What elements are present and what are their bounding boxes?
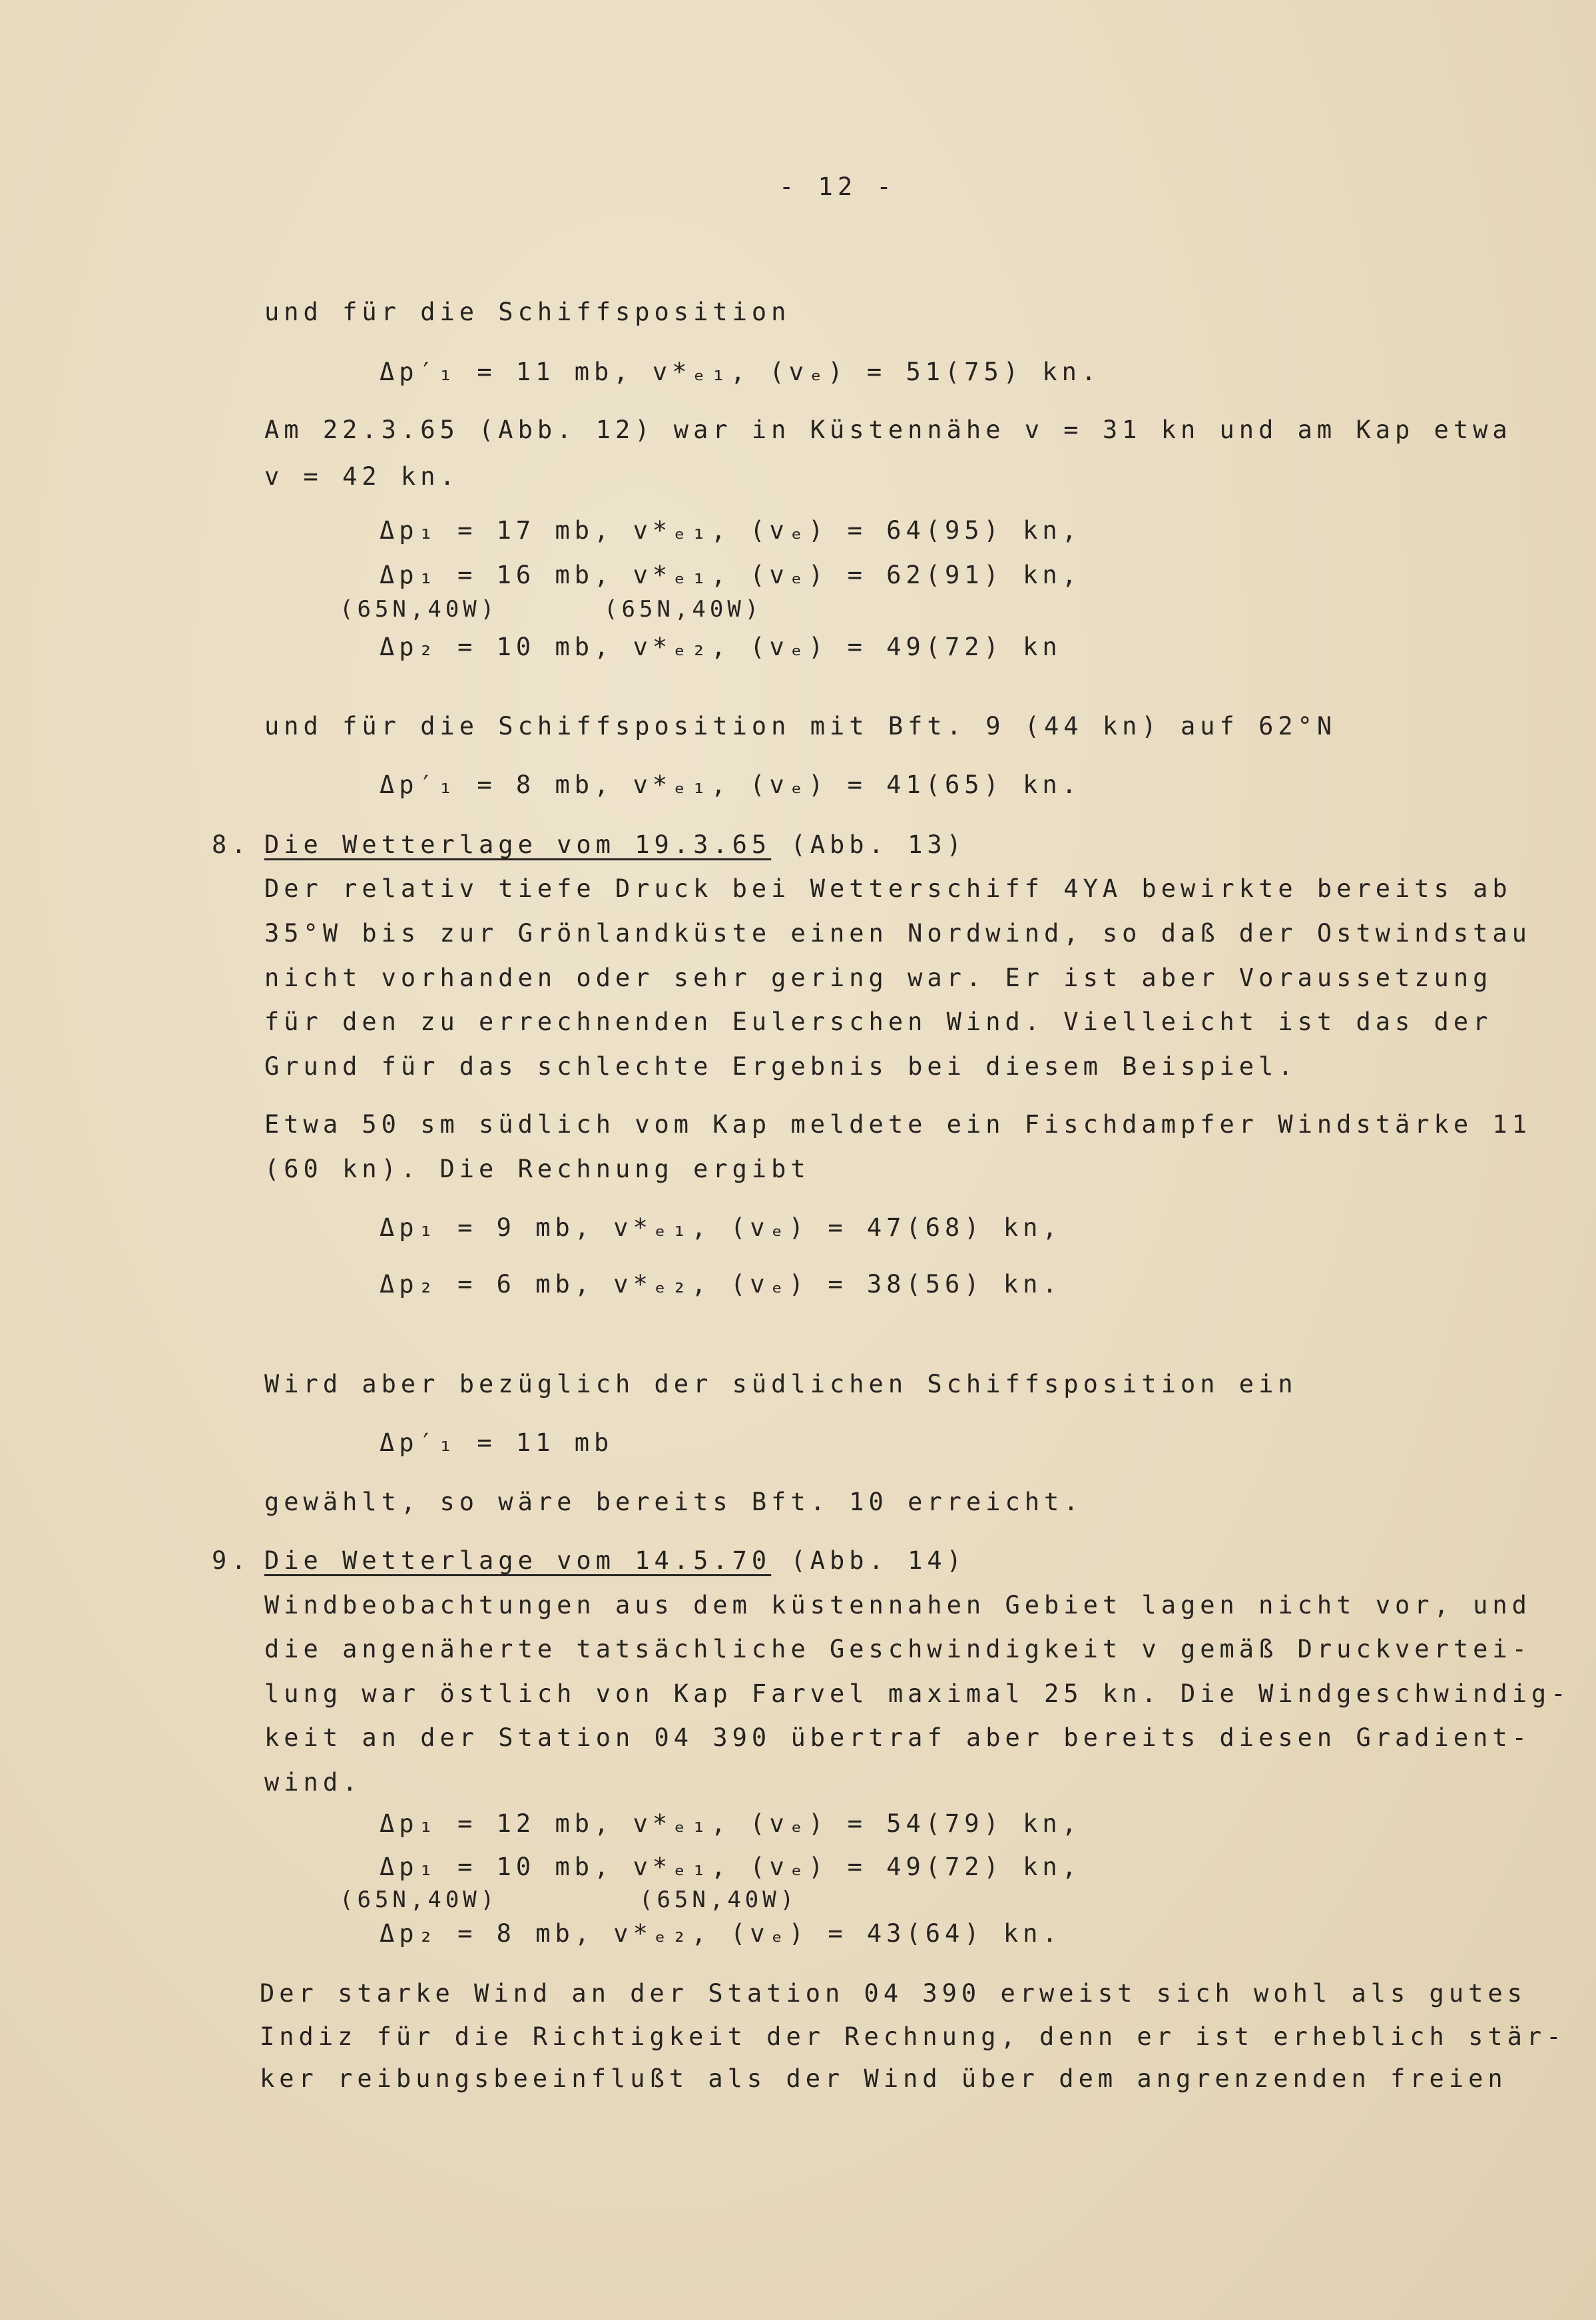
text-line: und für die Schiffsposition mit Bft. 9 (44 kn) auf 62°N <box>264 712 1337 740</box>
formula-line: Δp₁ = 17 mb, v*ₑ₁, (vₑ) = 64(95) kn, <box>380 516 1081 545</box>
formula-line: Δp₁ = 12 mb, v*ₑ₁, (vₑ) = 54(79) kn, <box>380 1809 1081 1838</box>
formula-line: Δp₁ = 16 mb, v*ₑ₁, (vₑ) = 62(91) kn, <box>380 561 1081 589</box>
text-line: Der starke Wind an der Station 04 390 erweist sich wohl als gutes <box>260 1979 1527 2008</box>
text-line: Etwa 50 sm südlich vom Kap meldete ein Fischdampfer Windstärke 11 <box>264 1110 1531 1139</box>
formula-line: Δp₂ = 8 mb, v*ₑ₂, (vₑ) = 43(64) kn. <box>380 1919 1062 1948</box>
formula-line: Δp′₁ = 11 mb <box>380 1428 614 1457</box>
text-line: 35°W bis zur Grönlandküste einen Nordwind, so daß der Ostwindstau <box>264 919 1531 948</box>
text-line: Wird aber bezüglich der südlichen Schiffsposition ein <box>264 1370 1298 1398</box>
section-number: 8. <box>212 830 251 859</box>
text-line: die angenäherte tatsächliche Geschwindigkeit v gemäß Druckvertei- <box>264 1635 1531 1663</box>
formula-line: Δp′₁ = 8 mb, v*ₑ₁, (vₑ) = 41(65) kn. <box>380 770 1081 799</box>
section-heading <box>264 832 966 857</box>
text-line: Indiz für die Richtigkeit der Rechnung, denn er ist erheblich stär- <box>260 2022 1566 2051</box>
text-line: (60 kn). Die Rechnung ergibt <box>264 1155 810 1183</box>
text-line: v = 42 kn. <box>264 462 459 491</box>
section-number: 9. <box>212 1546 251 1575</box>
text-line: Windbeobachtungen aus dem küstennahen Gebiet lagen nicht vor, und <box>264 1591 1531 1619</box>
text-line: Der relativ tiefe Druck bei Wetterschiff 4YA bewirkte bereits ab <box>264 874 1512 903</box>
formula-line: Δp₂ = 6 mb, v*ₑ₂, (vₑ) = 38(56) kn. <box>380 1270 1062 1299</box>
text-line: lung war östlich von Kap Farvel maximal 25 kn. Die Windgeschwindig- <box>264 1679 1571 1708</box>
text-line: Grund für das schlechte Ergebnis bei diesem Beispiel. <box>264 1052 1298 1081</box>
coordinate-line: (65N,40W) (65N,40W) <box>340 1886 798 1913</box>
page-number: - 12 - <box>779 172 896 201</box>
section-figure-ref: (Abb. 14) <box>771 1546 966 1575</box>
text-line: und für die Schiffsposition <box>264 298 791 326</box>
text-line: nicht vorhanden oder sehr gering war. Er ist aber Voraussetzung <box>264 964 1493 992</box>
text-line: für den zu errechnenden Eulerschen Wind. Vielleicht ist das der <box>264 1008 1493 1036</box>
formula-line: Δp₁ = 9 mb, v*ₑ₁, (vₑ) = 47(68) kn, <box>380 1213 1062 1242</box>
text-line: ker reibungsbeeinflußt als der Wind über dem angrenzenden freien <box>260 2064 1507 2093</box>
section-title: Die Wetterlage vom 14.5.70 <box>264 1546 772 1575</box>
coordinate-line: (65N,40W) (65N,40W) <box>340 596 763 623</box>
section-figure-ref: (Abb. 13) <box>771 830 966 859</box>
section-heading <box>264 1548 966 1573</box>
text-line: gewählt, so wäre bereits Bft. 10 erreicht. <box>264 1488 1083 1516</box>
formula-line: Δp′₁ = 11 mb, v*ₑ₁, (vₑ) = 51(75) kn. <box>380 358 1101 386</box>
formula-line: Δp₁ = 10 mb, v*ₑ₁, (vₑ) = 49(72) kn, <box>380 1853 1081 1881</box>
formula-line: Δp₂ = 10 mb, v*ₑ₂, (vₑ) = 49(72) kn <box>380 633 1062 661</box>
section-title: Die Wetterlage vom 19.3.65 <box>264 830 772 859</box>
text-line: wind. <box>264 1768 362 1797</box>
text-line: keit an der Station 04 390 übertraf aber bereits diesen Gradient- <box>264 1723 1531 1752</box>
text-line: Am 22.3.65 (Abb. 12) war in Küstennähe v = 31 kn und am Kap etwa <box>264 416 1512 444</box>
